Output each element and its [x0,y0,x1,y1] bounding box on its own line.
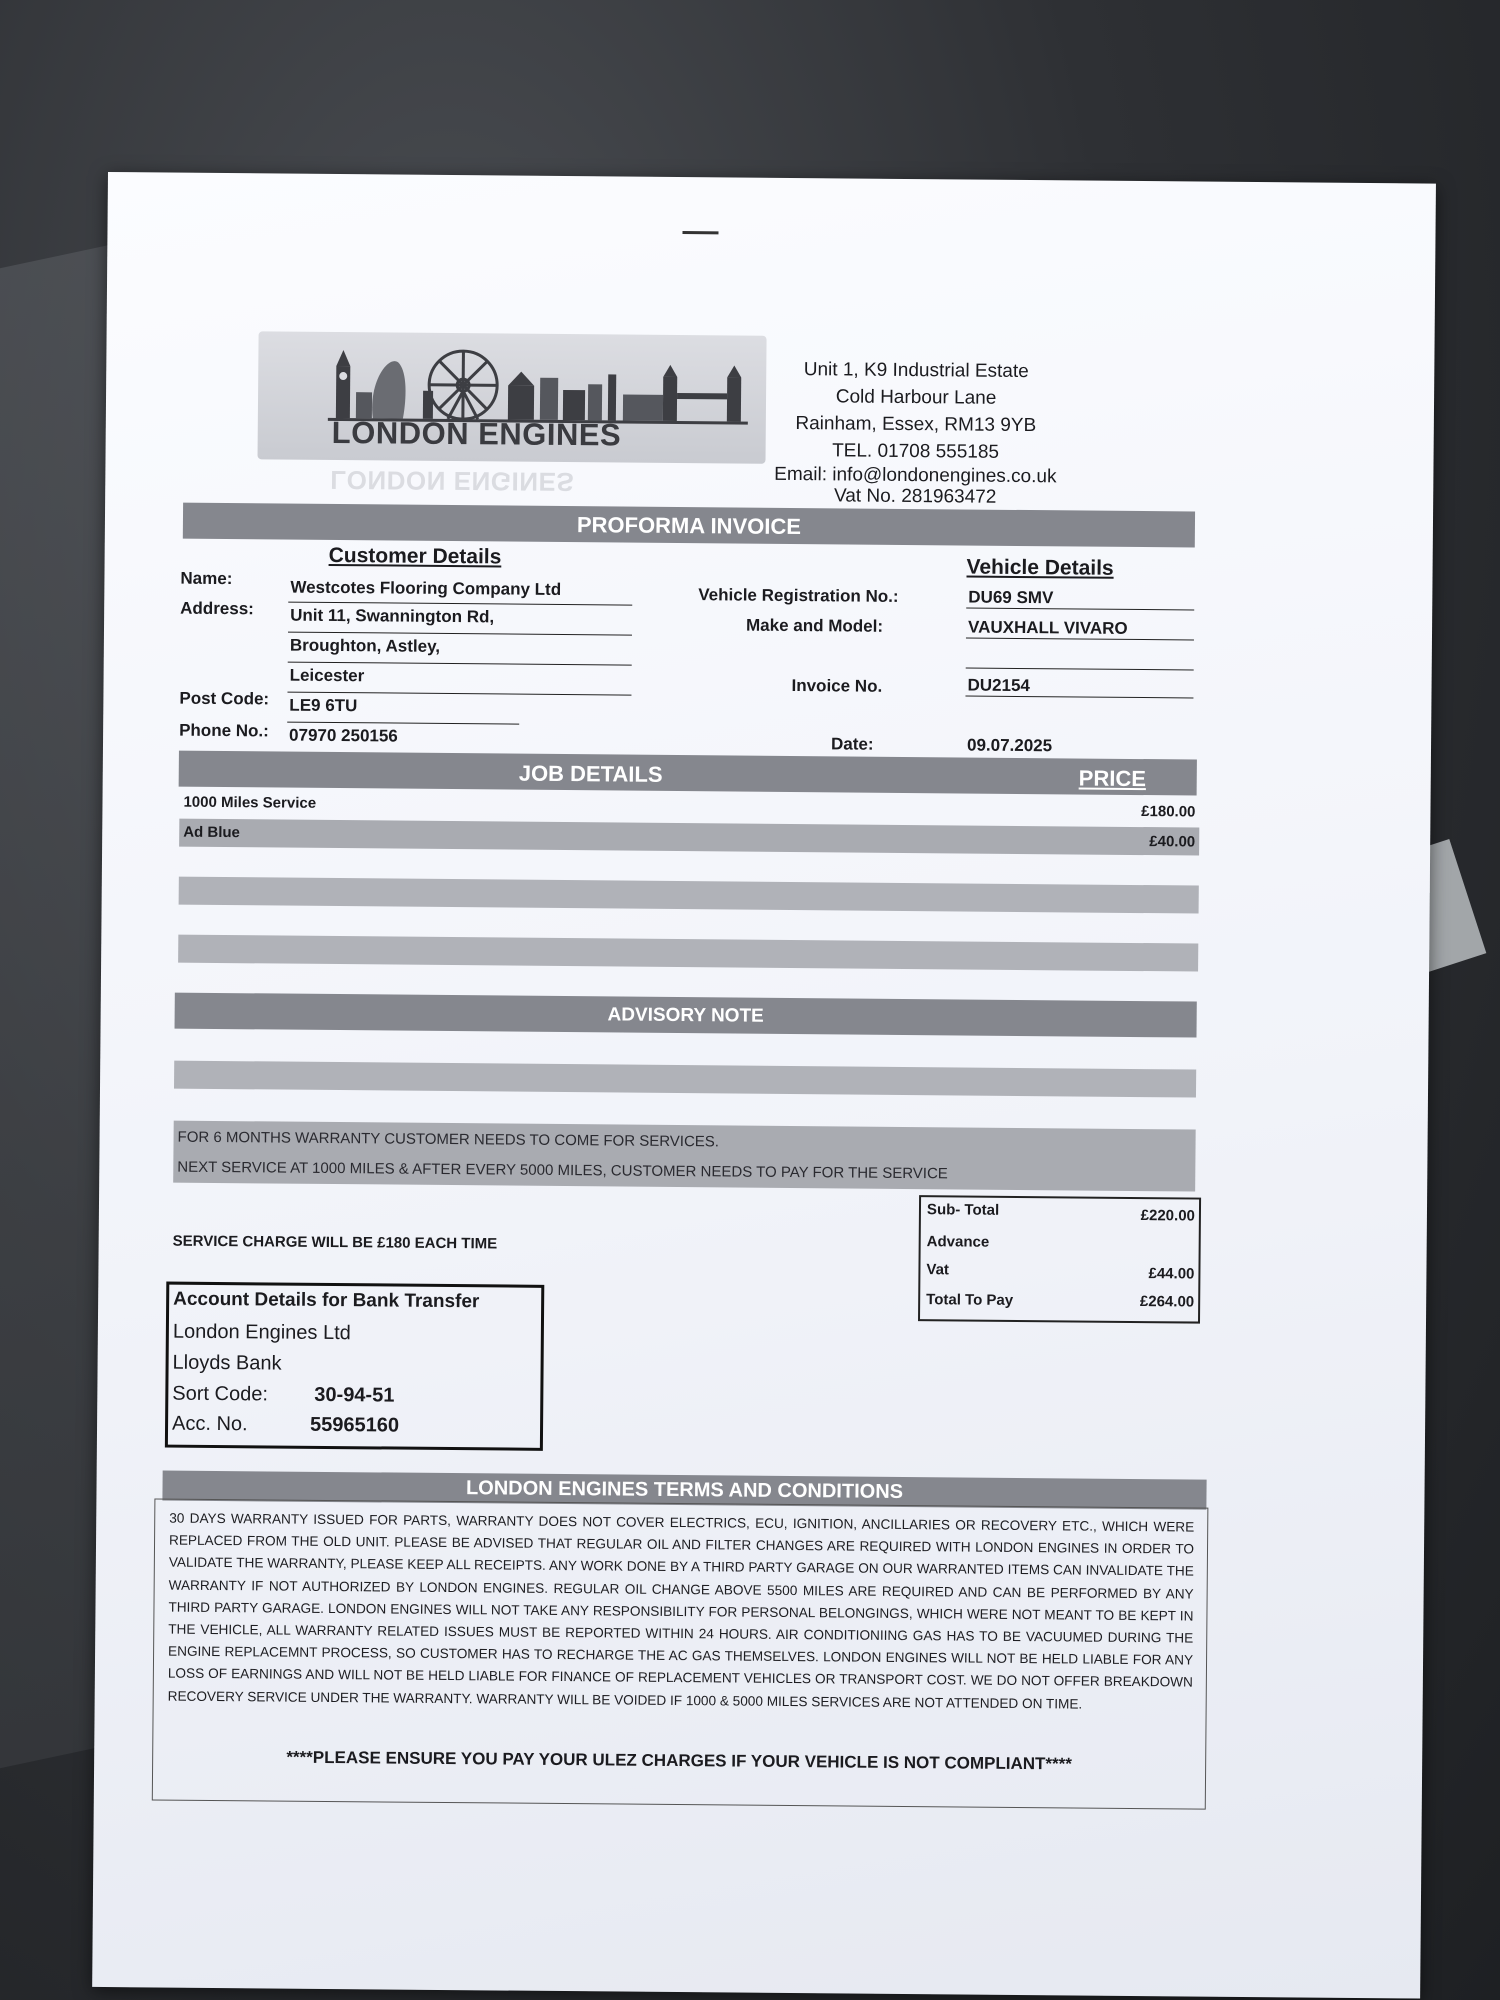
name-underline [288,602,632,606]
advisory-notes [173,1121,1196,1192]
terms-text: 30 DAYS WARRANTY ISSUED FOR PARTS, WARRANTY DOES NOT COVER ELECTRICS, ECU, IGNITION, ANCILLARIES OR RECOVERY ETC., WHICH WERE REPLACED FROM THE OLD UNIT. PLEASE BE ADVISED THAT REGULAR OIL AND FILTER CHANGES ARE REQUIRED WITH LONDON ENGINES IN ORDER TO VALIDATE THE WARRANTY, PLEASE KEEP ALL RECEIPTS. ANY WORK DONE BY A THIRD PARTY GARAGE ON OUR WARRANTED ITEMS CAN INVALIDATE THE WARRANTY IF NOT AUTHORIZED BY LONDON ENGINES. REGULAR OIL CHANGE ABOVE 5500 MILES ARE REQUIRED AND CAN BE PERFORMED BY ANY THIRD PARTY GARAGE. LONDON ENGINES WILL NOT TAKE ANY RESPONSIBILITY FOR PERSONAL BELONGINGS, WHICH WERE NOT MEANT TO BE KEPT IN THE VEHICLE, ALL WARRANTY RELATED ISSUES MUST BE REPORTED WITHIN 24 HOURS. AIR CONDITIONIING GAS HAS TO BE VACUUMED DURING THE ENGINE REPLACEMNT PROCESS, SO CUSTOMER HAS TO RECHARGE THE AC GAS THEMSELVES. LONDON ENGINES WILL NOT BE HELD LIABLE FOR ANY LOSS OF EARNINGS AND WILL NOT BE HELD LIABLE FOR FINANCE OF REPLACEMENT VEHICLES OR TRANSPORT COST. WE DO NOT OFFER BREAKDOWN RECOVERY SERVICE UNDER THE WARRANTY. WARRANTY WILL BE VOIDED IF 1000 & 5000 MILES SERVICES ARE NOT ATTENDED ON TIME. [167,1510,1195,1712]
bank-name: Lloyds Bank [172,1351,282,1375]
proforma-invoice-bar [183,503,1195,548]
company-address [745,356,1086,509]
postcode-label: Post Code: [179,688,270,709]
vat-value: £44.00 [1148,1265,1195,1283]
job-price: £180.00 [1141,803,1196,821]
address-underline [288,632,632,636]
account-number-value: 55965160 [309,1413,400,1437]
logo-text: LONDON ENGINES [331,414,622,453]
job-row-empty [178,935,1198,972]
job-description: Ad Blue [183,823,240,842]
vat-label: Vat [926,1261,950,1279]
registration-underline [966,608,1194,611]
customer-postcode: LE9 6TU [289,695,358,716]
bank-account-name: London Engines Ltd [172,1320,351,1345]
account-number-label: Acc. No. [171,1412,248,1436]
registration-label: Vehicle Registration No.: [698,585,899,606]
address-label: Address: [180,598,254,619]
phone-label: Phone No.: [179,720,269,741]
make-model-label: Make and Model: [745,615,884,636]
customer-details-heading: Customer Details [328,543,502,569]
job-price: £40.00 [1149,833,1196,851]
date-label: Date: [830,734,874,754]
logo-reflection: LONDON ENGINES [330,464,575,498]
vat-row [926,1261,1194,1287]
job-description: 1000 Miles Service [183,793,317,812]
bank-heading: Account Details for Bank Transfer [173,1288,480,1313]
service-charge-note: SERVICE CHARGE WILL BE £180 EACH TIME [172,1232,498,1253]
advisory-note-bar [175,993,1197,1038]
document-title: PROFORMA INVOICE [576,512,802,540]
vehicle-details-heading: Vehicle Details [966,555,1114,580]
name-label: Name: [180,568,233,589]
postcode-underline [287,722,519,725]
vehicle-make-model: VAUXHALL VIVARO [967,617,1128,638]
totals-box [918,1195,1201,1323]
subtotal-value: £220.00 [1140,1207,1196,1225]
address-underline [288,662,632,666]
invoice-paper [92,172,1436,1999]
company-vat: Vat No. 281963472 [833,485,997,508]
subtotal-row [927,1201,1195,1227]
staple-mark [682,231,718,234]
total-value: £264.00 [1139,1293,1195,1311]
customer-address-line: Broughton, Astley, [289,635,441,656]
address-underline [287,692,631,696]
advisory-header: ADVISORY NOTE [607,1004,764,1027]
price-header: PRICE [1078,765,1147,792]
company-address-line: Unit 1, K9 Industrial Estate [803,359,1029,383]
invoice-number-label: Invoice No. [791,675,883,696]
sort-code-value: 30-94-51 [314,1383,395,1407]
invoice-number: DU2154 [967,675,1031,696]
blank-underline [966,668,1194,671]
job-details-header: JOB DETAILS [518,760,663,787]
terms-header: LONDON ENGINES TERMS AND CONDITIONS [465,1477,904,1503]
sort-code-label: Sort Code: [172,1382,269,1406]
company-logo [257,331,766,463]
bank-details-box [165,1282,544,1451]
job-row-empty [179,877,1199,914]
customer-address-line: Unit 11, Swannington Rd, [290,605,495,627]
invoice-date: 09.07.2025 [966,735,1053,756]
terms-box [152,1498,1209,1809]
company-address-line: Cold Harbour Lane [835,386,997,409]
advance-label: Advance [926,1233,990,1251]
customer-phone: 07970 250156 [289,725,398,746]
total-label: Total To Pay [926,1291,1014,1309]
advisory-line: FOR 6 MONTHS WARRANTY CUSTOMER NEEDS TO COME FOR SERVICES. [177,1128,720,1151]
make-model-underline [966,638,1194,641]
advisory-row-empty [174,1061,1196,1098]
advance-row [927,1233,1195,1259]
vehicle-registration: DU69 SMV [968,587,1054,608]
subtotal-label: Sub- Total [926,1201,1000,1219]
company-email: Email: info@londonengines.co.uk [774,463,1057,488]
customer-address-line: Leicester [289,665,365,686]
company-address-line: Rainham, Essex, RM13 9YB [795,413,1037,437]
company-phone: TEL. 01708 555185 [832,440,1000,463]
ulez-notice: ****PLEASE ENSURE YOU PAY YOUR ULEZ CHARGES IF YOUR VEHICLE IS NOT COMPLIANT**** [286,1747,1073,1774]
total-row [926,1291,1194,1317]
invoice-number-underline [965,696,1193,699]
job-details-bar [179,751,1197,796]
advisory-line: NEXT SERVICE AT 1000 MILES & AFTER EVERY 5000 MILES, CUSTOMER NEEDS TO PAY FOR THE SERVICE [177,1158,948,1183]
customer-name: Westcotes Flooring Company Ltd [290,577,562,599]
